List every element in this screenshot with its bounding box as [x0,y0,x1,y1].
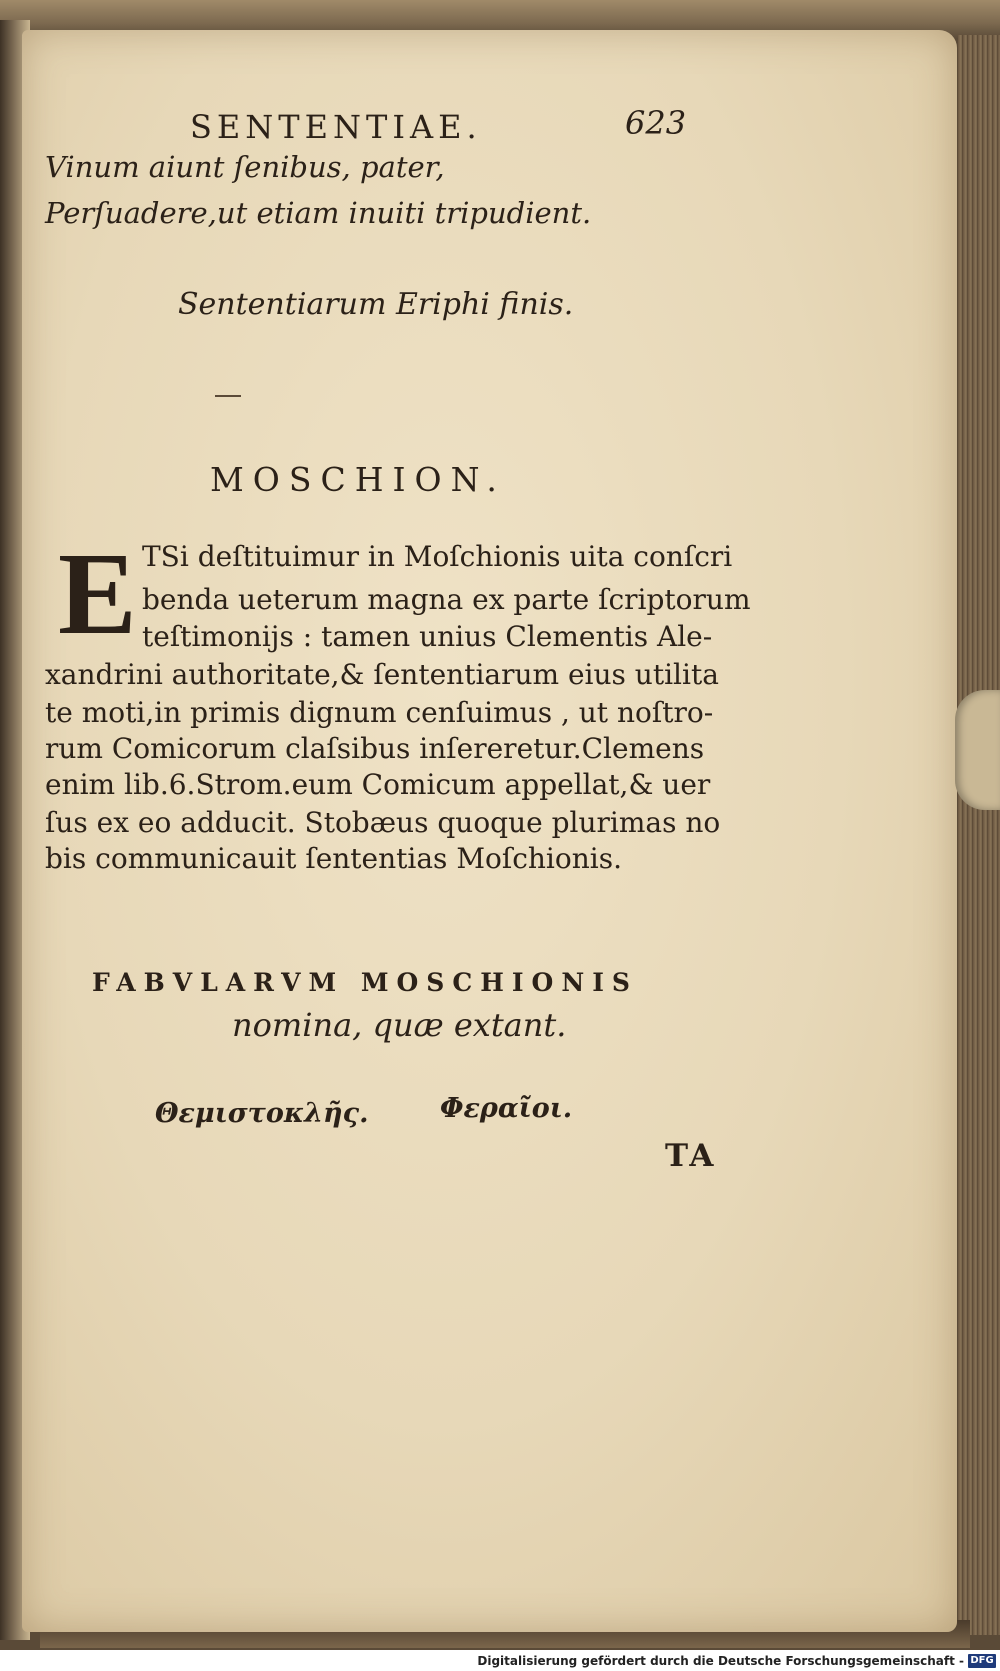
finis-line: Sententiarum Eriphi finis. [178,287,574,322]
play-title: Φεραῖοι. [440,1093,573,1124]
body-line: ſus ex eo adducit. Stobæus quoque plurimas no [45,806,721,839]
page-edges [958,35,1000,1635]
body-line: rum Comicorum claſsibus inſereretur.Clemens [45,732,705,765]
body-line: te moti,in primis dignum cenſuimus , ut noſtro- [45,696,714,729]
drop-cap: E [58,528,137,659]
fabularum-heading: FABVLARVM MOSCHIONIS [92,968,638,997]
footer-credit: Digitalisierung gefördert durch die Deutsche Forschungsgemeinschaft - [477,1654,964,1668]
body-line: benda ueterum magna ex parte ſcriptorum [142,583,751,616]
section-heading: MOSCHION. [210,460,506,499]
book-clasp [955,690,1000,810]
dfg-logo-icon: DFG [968,1654,996,1668]
fabularum-subheading: nomina, quæ extant. [232,1006,567,1044]
catchword: TA [665,1138,717,1174]
body-line: bis communicauit ſententias Moſchionis. [45,842,622,875]
running-head: SENTENTIAE. [190,108,482,146]
body-line: teſtimonijs : tamen unius Clementis Ale- [142,620,713,653]
page-number: 623 [625,104,687,142]
body-line: xandrini authoritate,& ſententiarum eius utilita [45,658,719,691]
verse-line: Perſuadere,ut etiam inuiti tripudient. [45,196,592,230]
dash-ornament [215,395,241,397]
body-line: TSi deſtituimur in Moſchionis uita conſcri [142,540,733,573]
footer-bar [0,1652,1000,1671]
verse-line: Vinum aiunt ſenibus, pater, [45,150,445,184]
body-line: enim lib.6.Strom.eum Comicum appellat,& uer [45,768,711,801]
play-title: Θεμιστοκλῆς. [155,1098,369,1129]
